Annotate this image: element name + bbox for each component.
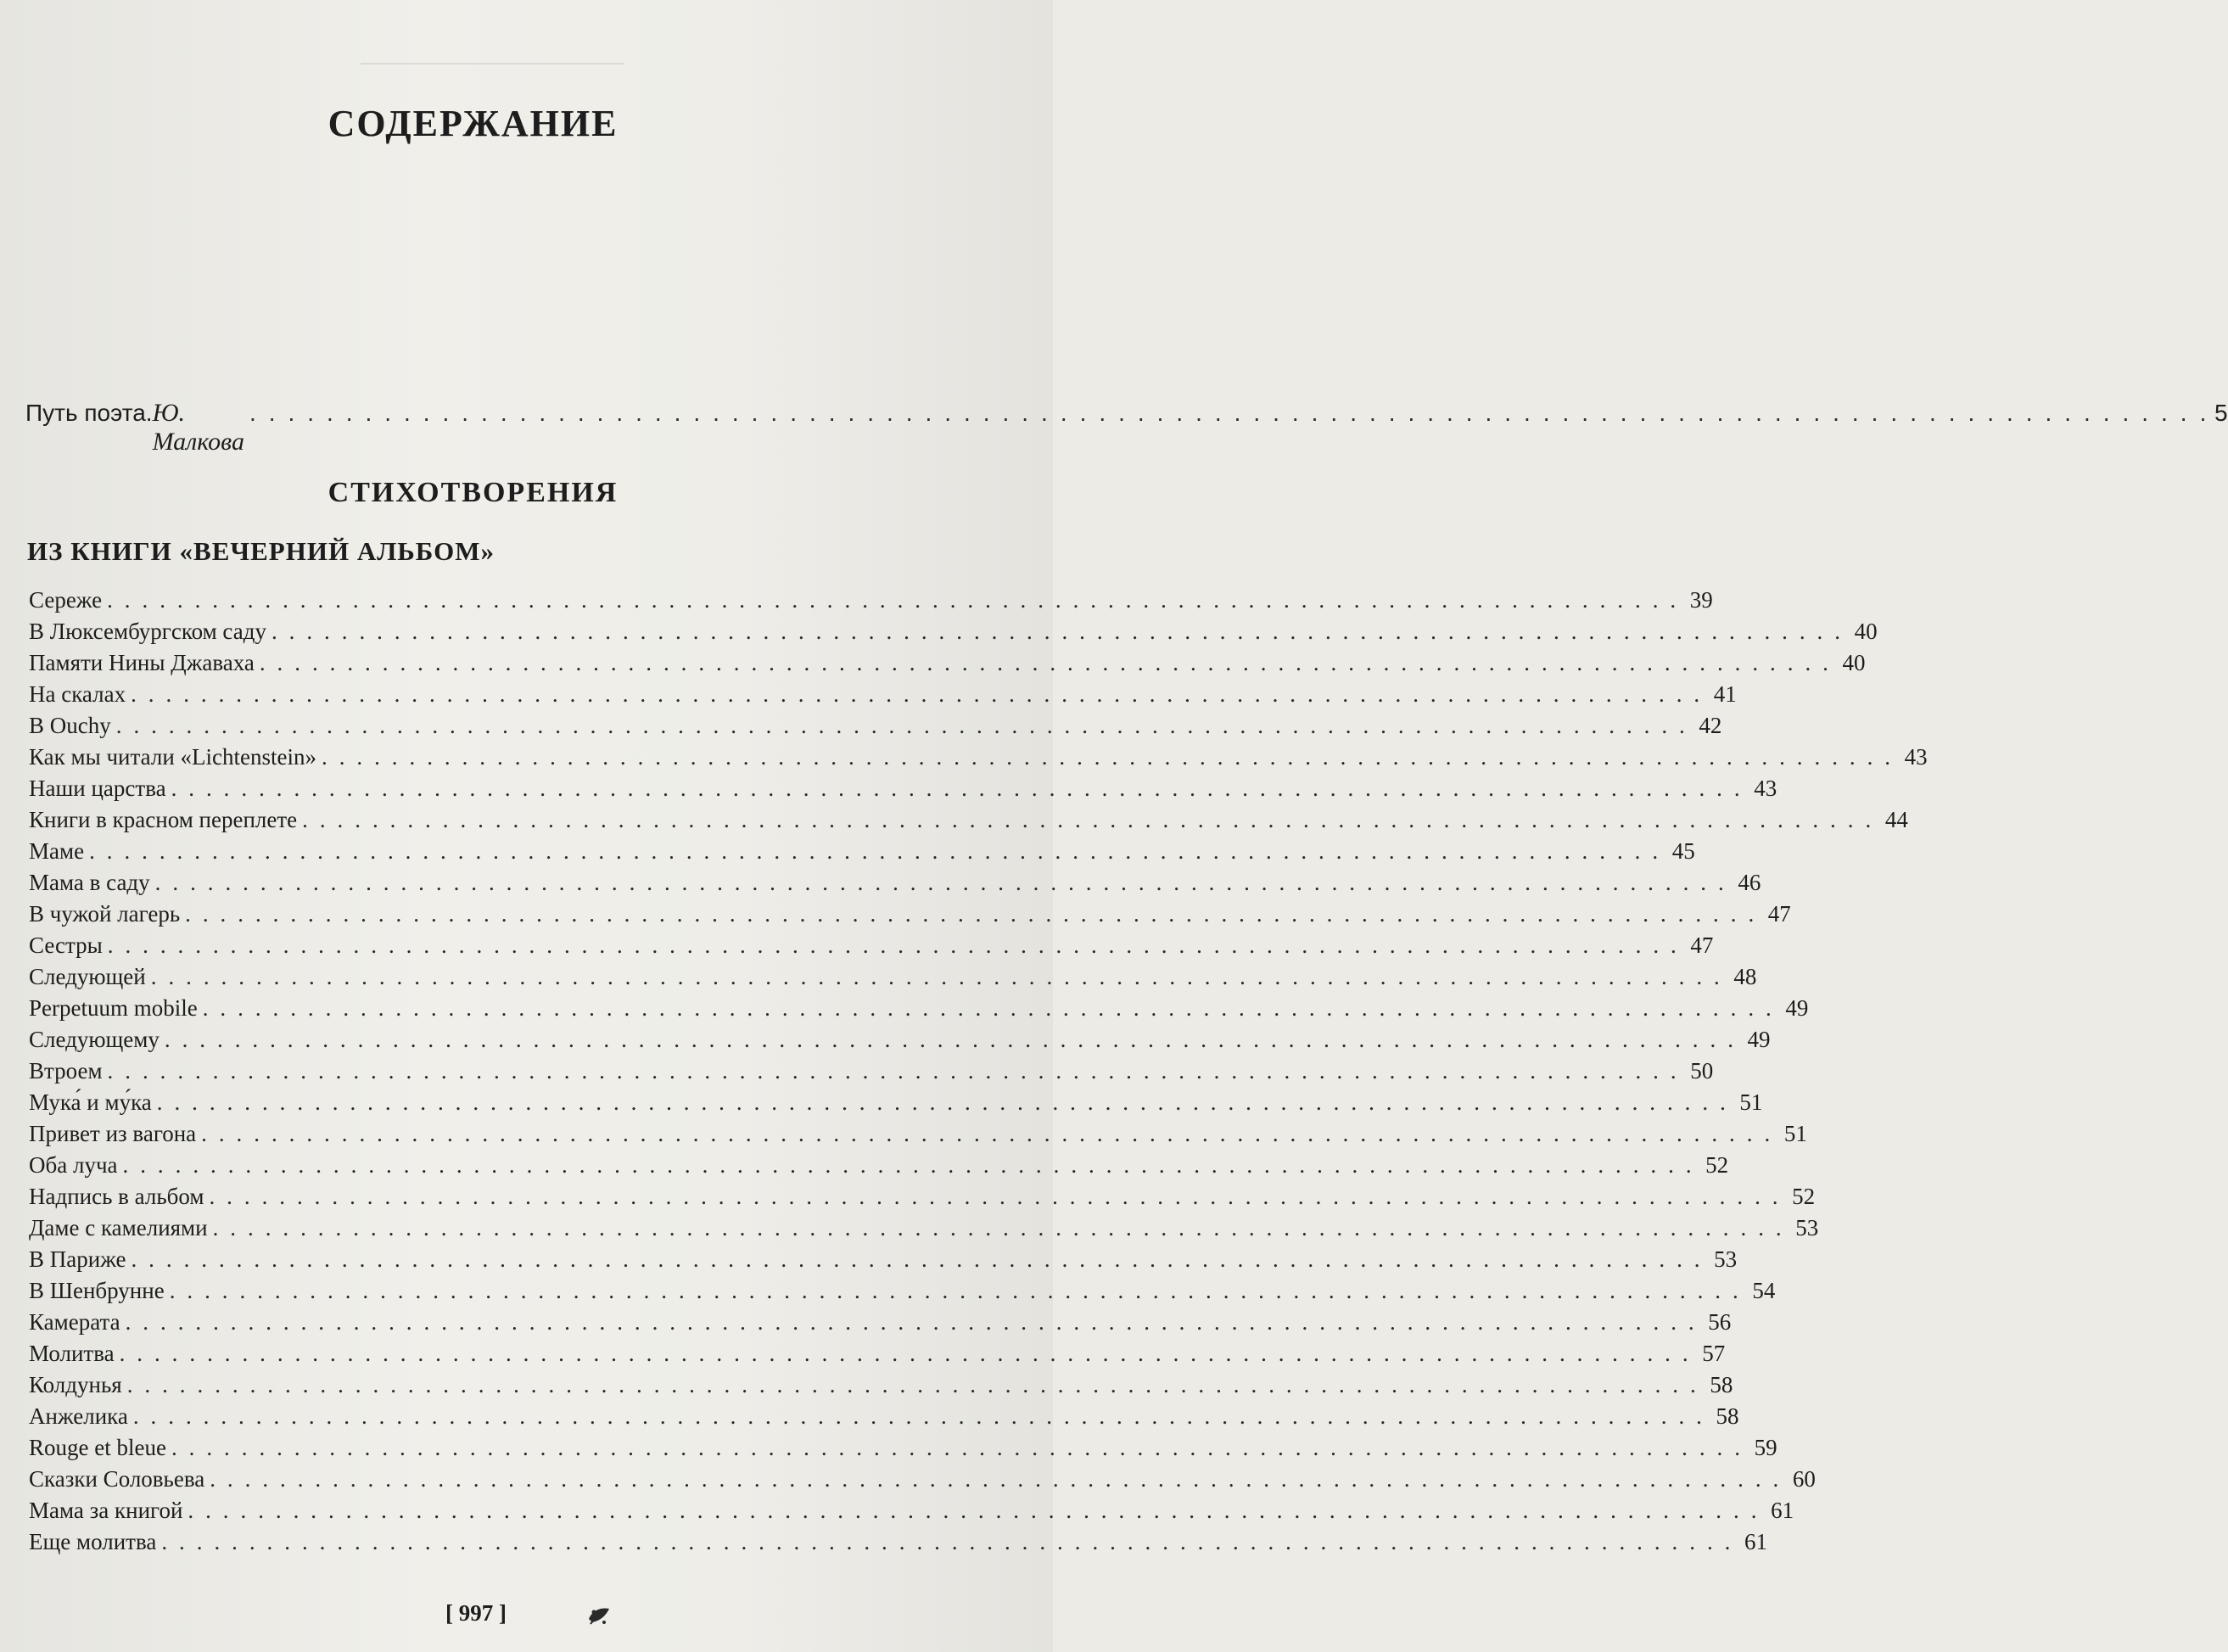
dot-leader: . . . . . . . . . . . . . . . . . . . . . . . . . . . . . . . . . . . . . . . . . . . . . . . . . . . . . . . . . . . . . . . . . . . . . . . . . . . . . . . . . . . . . . . . . . — [131, 1246, 1704, 1272]
toc-entry-page-number: 45 — [1671, 838, 1695, 864]
toc-entry-page-number: 53 — [1795, 1215, 1819, 1240]
toc-entry[interactable] — [29, 1278, 1776, 1309]
toc-entry[interactable] — [29, 1309, 1732, 1341]
dot-leader: . . . . . . . . . . . . . . . . . . . . . . . . . . . . . . . . . . . . . . . . . . . . . . . . . . . . . . . . . . . . . . . . . . . . . . . . . . . . . . . . . . . . . . . . . . — [188, 1498, 1761, 1523]
dot-leader: . . . . . . . . . . . . . . . . . . . . . . . . . . . . . . . . . . . . . . . . . . . . . . . . . . . . . . . . . . . . . . . . . . . . . . . . . . . . . . . . . . . . . . . . . . — [164, 1027, 1737, 1052]
toc-entry-page-number: 51 — [1739, 1089, 1763, 1115]
toc-entry-page-number: 47 — [1690, 932, 1714, 958]
toc-entry-title: Сестры — [29, 932, 103, 958]
toc-entry[interactable] — [29, 681, 1737, 713]
toc-entry-page-number: 53 — [1714, 1246, 1738, 1272]
toc-entry[interactable] — [29, 838, 1695, 870]
toc-entry[interactable] — [29, 1184, 1816, 1215]
toc-entry-title: Perpetuum mobile — [29, 995, 198, 1021]
toc-entry[interactable] — [29, 1435, 1777, 1466]
dot-leader: . . . . . . . . . . . . . . . . . . . . . . . . . . . . . . . . . . . . . . . . . . . . . . . . . . . . . . . . . . . . . . . . . . . . . . . . . . . . . . . . . . . . . . . . . . — [126, 1372, 1699, 1397]
toc-intro-row[interactable] — [25, 399, 2228, 456]
toc-entry-page-number: 52 — [1792, 1184, 1816, 1209]
toc-entry-title: Сереже — [29, 587, 103, 613]
toc-entry-title: Мама за книгой — [29, 1498, 183, 1523]
toc-entry-page-number: 43 — [1904, 744, 1928, 770]
toc-entry-title: В чужой лагерь — [29, 901, 181, 927]
toc-entry[interactable] — [29, 619, 1878, 650]
toc-entry-page-number: 40 — [1854, 619, 1878, 644]
toc-entry-title: Даме с камелиями — [29, 1215, 208, 1240]
toc-entry[interactable] — [29, 870, 1761, 901]
dot-leader: . . . . . . . . . . . . . . . . . . . . . . . . . . . . . . . . . . . . . . . . . . . . . . . . . . . . . . . . . . . . . . . . . . . . . . . . . . . . . . . . . . . . . . . . . . — [202, 995, 1775, 1021]
toc-entry-title: На скалах — [29, 681, 126, 707]
toc-entry-page-number: 43 — [1754, 776, 1777, 801]
toc-entry[interactable] — [29, 1372, 1733, 1403]
dot-leader: . . . . . . . . . . . . . . . . . . . . . . . . . . . . . . . . . . . . . . . . . . . . . . . . . . . . . . . . . . . . . . . . . . . . . . . . . . . . . . . . . . . . . . . . . . — [119, 1341, 1692, 1366]
toc-entry-page-number: 40 — [1842, 650, 1866, 675]
toc-entry-title: Колдунья — [29, 1372, 122, 1397]
toc-entry[interactable] — [29, 1152, 1729, 1184]
dot-leader: . . . . . . . . . . . . . . . . . . . . . . . . . . . . . . . . . . . . . . . . . . . . . . . . . . . . . . . . . . . . . . . . . . . . . . . . . . . . . . . . . . . . . . . . . . — [122, 1152, 1695, 1178]
toc-entry-page-number: 44 — [1884, 807, 1908, 832]
toc-entry-page-number: 54 — [1752, 1278, 1776, 1303]
toc-entry-title: Камерата — [29, 1309, 120, 1335]
toc-entry[interactable] — [29, 1246, 1738, 1278]
toc-entry[interactable] — [29, 1498, 1794, 1529]
toc-entry[interactable] — [29, 901, 1791, 932]
toc-entry-title: В Люксембургском саду — [29, 619, 266, 644]
toc-entry-title: В Париже — [29, 1246, 126, 1272]
section-title: СТИХОТВОРЕНИЯ — [327, 477, 619, 508]
toc-entry-page-number: 58 — [1710, 1372, 1733, 1397]
subsection-title: ИЗ КНИГИ «ВЕЧЕРНИЙ АЛЬБОМ» — [27, 536, 495, 566]
toc-entry-page-number: 61 — [1744, 1529, 1768, 1554]
toc-entry-title: Надпись в альбом — [29, 1184, 204, 1209]
toc-entry-title: Еще молитва — [29, 1529, 157, 1554]
toc-entry[interactable] — [29, 650, 1866, 681]
toc-entry[interactable] — [29, 587, 1713, 619]
toc-entry[interactable] — [29, 1466, 1816, 1498]
toc-entry-title: Маме — [29, 838, 85, 864]
dot-leader: . . . . . . . . . . . . . . . . . . . . . . . . . . . . . . . . . . . . . . . . . . . . . . . . . . . . . . . . . . . . . . . . . . . . . . . . . . . . . . . . . . . . . . . . . . — [185, 901, 1757, 927]
dot-leader: . . . . . . . . . . . . . . . . . . . . . . . . . . . . . . . . . . . . . . . . . . . . . . . . . . . . . . . . . . . . . . . . . . . . . . . . . . . . . . . . . . . . . . . . . . . . . . . . . . . . . . — [249, 400, 2209, 426]
toc-entry-page-number: 61 — [1771, 1498, 1794, 1523]
intro-author: Ю. Малкова — [152, 399, 244, 456]
toc-entry-page-number: 46 — [1738, 870, 1761, 895]
show-through-rule — [361, 63, 624, 64]
dot-leader: . . . . . . . . . . . . . . . . . . . . . . . . . . . . . . . . . . . . . . . . . . . . . . . . . . . . . . . . . . . . . . . . . . . . . . . . . . . . . . . . . . . . . . . . . . — [271, 619, 1844, 644]
toc-entry[interactable] — [29, 713, 1722, 744]
toc-entry-title: Анжелика — [29, 1403, 128, 1429]
toc-entry-title: Оба луча — [29, 1152, 118, 1178]
toc-entry-title: Сказки Соловьева — [29, 1466, 205, 1492]
toc-entry-page-number: 58 — [1716, 1403, 1739, 1429]
dot-leader: . . . . . . . . . . . . . . . . . . . . . . . . . . . . . . . . . . . . . . . . . . . . . . . . . . . . . . . . . . . . . . . . . . . . . . . . . . . . . . . . . . . . . . . . . . — [201, 1121, 1773, 1146]
page-number: [ 997 ] — [445, 1600, 507, 1626]
toc-entry[interactable] — [29, 964, 1757, 995]
toc-entry-page-number: 49 — [1785, 995, 1809, 1021]
toc-entry[interactable] — [29, 1403, 1739, 1435]
toc-entry-page-number: 50 — [1690, 1058, 1714, 1084]
dot-leader: . . . . . . . . . . . . . . . . . . . . . . . . . . . . . . . . . . . . . . . . . . . . . . . . . . . . . . . . . . . . . . . . . . . . . . . . . . . . . . . . . . . . . . . . . . — [171, 1435, 1744, 1460]
toc-entry[interactable] — [29, 995, 1809, 1027]
dot-leader: . . . . . . . . . . . . . . . . . . . . . . . . . . . . . . . . . . . . . . . . . . . . . . . . . . . . . . . . . . . . . . . . . . . . . . . . . . . . . . . . . . . . . . . . . . — [115, 713, 1688, 738]
toc-entry[interactable] — [29, 1215, 1819, 1246]
toc-entry-title: Книги в красном переплете — [29, 807, 298, 832]
dot-leader: . . . . . . . . . . . . . . . . . . . . . . . . . . . . . . . . . . . . . . . . . . . . . . . . . . . . . . . . . . . . . . . . . . . . . . . . . . . . . . . . . . . . . . . . . . — [89, 838, 1661, 864]
dot-leader: . . . . . . . . . . . . . . . . . . . . . . . . . . . . . . . . . . . . . . . . . . . . . . . . . . . . . . . . . . . . . . . . . . . . . . . . . . . . . . . . . . . . . . . . . . — [154, 870, 1727, 895]
dot-leader: . . . . . . . . . . . . . . . . . . . . . . . . . . . . . . . . . . . . . . . . . . . . . . . . . . . . . . . . . . . . . . . . . . . . . . . . . . . . . . . . . . . . . . . . . . — [125, 1309, 1698, 1335]
toc-entry-title: В Ouchy — [29, 713, 111, 738]
toc-entry-page-number: 60 — [1792, 1466, 1816, 1492]
toc-entry[interactable] — [29, 1341, 1726, 1372]
toc-entry[interactable] — [29, 807, 1908, 838]
toc-entry-title: Следующему — [29, 1027, 160, 1052]
dot-leader: . . . . . . . . . . . . . . . . . . . . . . . . . . . . . . . . . . . . . . . . . . . . . . . . . . . . . . . . . . . . . . . . . . . . . . . . . . . . . . . . . . . . . . . . . . — [169, 1278, 1742, 1303]
dot-leader: . . . . . . . . . . . . . . . . . . . . . . . . . . . . . . . . . . . . . . . . . . . . . . . . . . . . . . . . . . . . . . . . . . . . . . . . . . . . . . . . . . . . . . . . . . — [302, 807, 1874, 832]
dot-leader: . . . . . . . . . . . . . . . . . . . . . . . . . . . . . . . . . . . . . . . . . . . . . . . . . . . . . . . . . . . . . . . . . . . . . . . . . . . . . . . . . . . . . . . . . . — [171, 776, 1744, 801]
dot-leader: . . . . . . . . . . . . . . . . . . . . . . . . . . . . . . . . . . . . . . . . . . . . . . . . . . . . . . . . . . . . . . . . . . . . . . . . . . . . . . . . . . . . . . . . . . — [107, 932, 1680, 958]
toc-entry-title: Следующей — [29, 964, 146, 989]
dot-leader: . . . . . . . . . . . . . . . . . . . . . . . . . . . . . . . . . . . . . . . . . . . . . . . . . . . . . . . . . . . . . . . . . . . . . . . . . . . . . . . . . . . . . . . . . . — [107, 1058, 1680, 1084]
toc-entry-page-number: 51 — [1783, 1121, 1807, 1146]
intro-page-number: 5 — [2214, 400, 2228, 426]
toc-entry-page-number: 52 — [1705, 1152, 1729, 1178]
dot-leader: . . . . . . . . . . . . . . . . . . . . . . . . . . . . . . . . . . . . . . . . . . . . . . . . . . . . . . . . . . . . . . . . . . . . . . . . . . . . . . . . . . . . . . . . . . — [212, 1215, 1785, 1240]
leaf-ornament-icon — [585, 1602, 613, 1629]
toc-entry[interactable] — [29, 1058, 1714, 1089]
toc-entry[interactable] — [29, 776, 1777, 807]
toc-entry[interactable] — [29, 1529, 1768, 1560]
toc-entry-page-number: 39 — [1689, 587, 1713, 613]
dot-leader: . . . . . . . . . . . . . . . . . . . . . . . . . . . . . . . . . . . . . . . . . . . . . . . . . . . . . . . . . . . . . . . . . . . . . . . . . . . . . . . . . . . . . . . . . . — [131, 681, 1703, 707]
toc-list — [29, 587, 1928, 1560]
dot-leader: . . . . . . . . . . . . . . . . . . . . . . . . . . . . . . . . . . . . . . . . . . . . . . . . . . . . . . . . . . . . . . . . . . . . . . . . . . . . . . . . . . . . . . . . . . — [322, 744, 1894, 770]
toc-entry-title: Молитва — [29, 1341, 115, 1366]
toc-entry-title: Памяти Нины Джаваха — [29, 650, 255, 675]
dot-leader: . . . . . . . . . . . . . . . . . . . . . . . . . . . . . . . . . . . . . . . . . . . . . . . . . . . . . . . . . . . . . . . . . . . . . . . . . . . . . . . . . . . . . . . . . . — [209, 1184, 1782, 1209]
page-title: СОДЕРЖАНИЕ — [327, 103, 619, 144]
toc-entry-page-number: 59 — [1754, 1435, 1777, 1460]
toc-entry-title: В Шенбрунне — [29, 1278, 165, 1303]
toc-entry-title: Мама в саду — [29, 870, 150, 895]
show-through-running-head — [356, 24, 645, 46]
toc-entry-page-number: 56 — [1708, 1309, 1732, 1335]
toc-entry-title: Втроем — [29, 1058, 103, 1084]
toc-entry-page-number: 47 — [1767, 901, 1791, 927]
toc-entry-page-number: 41 — [1713, 681, 1737, 707]
toc-entry[interactable] — [29, 744, 1928, 776]
dot-leader: . . . . . . . . . . . . . . . . . . . . . . . . . . . . . . . . . . . . . . . . . . . . . . . . . . . . . . . . . . . . . . . . . . . . . . . . . . . . . . . . . . . . . . . . . . — [156, 1089, 1729, 1115]
dot-leader: . . . . . . . . . . . . . . . . . . . . . . . . . . . . . . . . . . . . . . . . . . . . . . . . . . . . . . . . . . . . . . . . . . . . . . . . . . . . . . . . . . . . . . . . . . — [259, 650, 1832, 675]
toc-entry-page-number: 49 — [1747, 1027, 1771, 1052]
toc-entry-page-number: 42 — [1699, 713, 1722, 738]
dot-leader: . . . . . . . . . . . . . . . . . . . . . . . . . . . . . . . . . . . . . . . . . . . . . . . . . . . . . . . . . . . . . . . . . . . . . . . . . . . . . . . . . . . . . . . . . . — [161, 1529, 1734, 1554]
toc-entry-page-number: 57 — [1702, 1341, 1726, 1366]
dot-leader: . . . . . . . . . . . . . . . . . . . . . . . . . . . . . . . . . . . . . . . . . . . . . . . . . . . . . . . . . . . . . . . . . . . . . . . . . . . . . . . . . . . . . . . . . . — [210, 1466, 1782, 1492]
dot-leader: . . . . . . . . . . . . . . . . . . . . . . . . . . . . . . . . . . . . . . . . . . . . . . . . . . . . . . . . . . . . . . . . . . . . . . . . . . . . . . . . . . . . . . . . . . — [107, 587, 1679, 613]
toc-entry[interactable] — [29, 1089, 1763, 1121]
toc-entry[interactable] — [29, 932, 1714, 964]
intro-label: Путь поэта. — [25, 400, 153, 426]
toc-entry-title: Как мы читали «Lichtenstein» — [29, 744, 316, 770]
toc-entry[interactable] — [29, 1121, 1807, 1152]
dot-leader: . . . . . . . . . . . . . . . . . . . . . . . . . . . . . . . . . . . . . . . . . . . . . . . . . . . . . . . . . . . . . . . . . . . . . . . . . . . . . . . . . . . . . . . . . . — [150, 964, 1723, 989]
toc-entry-title: Rouge et bleue — [29, 1435, 166, 1460]
toc-entry-title: Мука́ и му́ка — [29, 1089, 152, 1115]
toc-entry-title: Привет из вагона — [29, 1121, 197, 1146]
toc-entry-title: Наши царства — [29, 776, 166, 801]
dot-leader: . . . . . . . . . . . . . . . . . . . . . . . . . . . . . . . . . . . . . . . . . . . . . . . . . . . . . . . . . . . . . . . . . . . . . . . . . . . . . . . . . . . . . . . . . . — [132, 1403, 1705, 1429]
toc-entry-page-number: 48 — [1733, 964, 1757, 989]
toc-entry[interactable] — [29, 1027, 1771, 1058]
